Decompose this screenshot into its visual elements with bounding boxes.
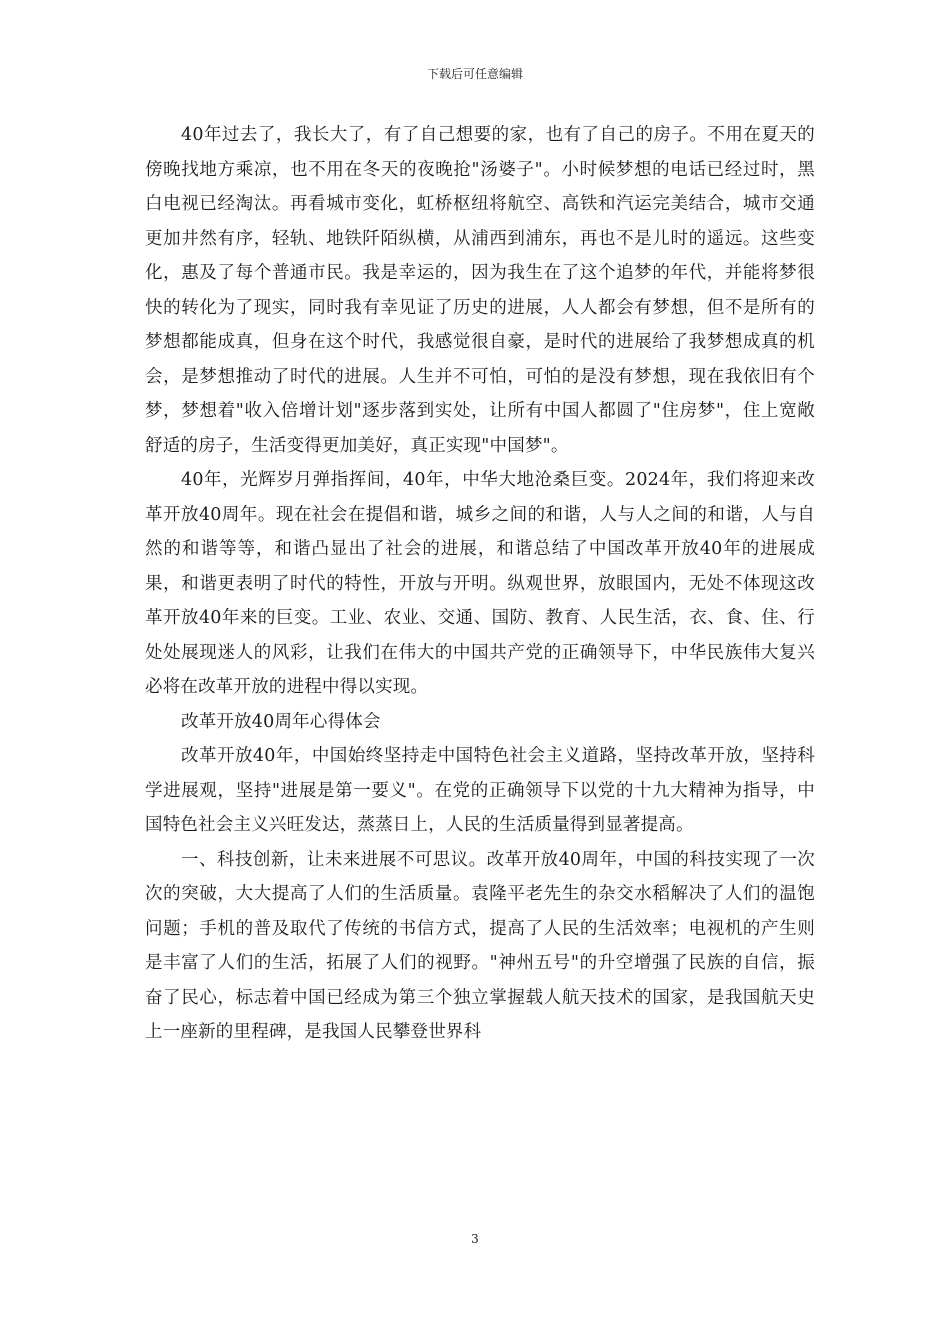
- page-header-note: 下载后可任意编辑: [426, 67, 523, 81]
- paragraph: 40年过去了，我长大了，有了自己想要的家，也有了自己的房子。不用在夏天的傍晚找地方乘凉，也不用在冬天的夜晚抢"汤婆子"。小时候梦想的电话已经过时，黑白电视已经淘汰。再看城市变化，虹桥枢纽将航空、高铁和汽运完美结合，城市交通更加井然有序，轻轨、地铁阡陌纵横，从浦西到浦东，再也不是儿时的遥远。这些变化，惠及了每个普通市民。我是幸运的，因为我生在了这个追梦的年代，并能将梦很快的转化为了现实，同时我有幸见证了历史的进展，人人都会有梦想，但不是所有的梦想都能成真，但身在这个时代，我感觉很自豪，是时代的进展给了我梦想成真的机会，是梦想推动了时代的进展。人生并不可怕，可怕的是没有梦想，现在我依旧有个梦，梦想着"收入倍增计划"逐步落到实处，让所有中国人都圆了"住房梦"，住上宽敞舒适的房子，生活变得更加美好，真正实现"中国梦"。: [145, 125, 815, 456]
- page-number: 3: [471, 1232, 479, 1246]
- document-body: [145, 118, 815, 1050]
- paragraph: 改革开放40年，中国始终坚持走中国特色社会主义道路，坚持改革开放，坚持科学进展观，坚持"进展是第一要义"。在党的正确领导下以党的十九大精神为指导，中国特色社会主义兴旺发达，蒸蒸日上，人民的生活质量得到显著提高。: [145, 746, 815, 835]
- section-heading: 改革开放40周年心得体会: [181, 711, 381, 732]
- paragraph: 40年，光辉岁月弹指挥间，40年，中华大地沧桑巨变。2024年，我们将迎来改革开放40周年。现在社会在提倡和谐，城乡之间的和谐，人与人之间的和谐，人与自然的和谐等等，和谐凸显出了社会的进展，和谐总结了中国改革开放40年的进展成果，和谐更表明了时代的特性，开放与开明。纵观世界，放眼国内，无处不体现这改革开放40年来的巨变。工业、农业、交通、国防、教育、人民生活，衣、食、住、行处处展现迷人的风彩，让我们在伟大的中国共产党的正确领导下，中华民族伟大复兴必将在改革开放的进程中得以实现。: [145, 470, 815, 697]
- paragraph: 一、科技创新，让未来进展不可思议。改革开放40周年，中国的科技实现了一次次的突破，大大提高了人们的生活质量。袁隆平老先生的杂交水稻解决了人们的温饱问题；手机的普及取代了传统的书信方式，提高了人民的生活效率；电视机的产生则是丰富了人们的生活，拓展了人们的视野。"神州五号"的升空增强了民族的自信，振奋了民心，标志着中国已经成为第三个独立掌握载人航天技术的国家，是我国航天史上一座新的里程碑，是我国人民攀登世界科: [145, 849, 815, 1042]
